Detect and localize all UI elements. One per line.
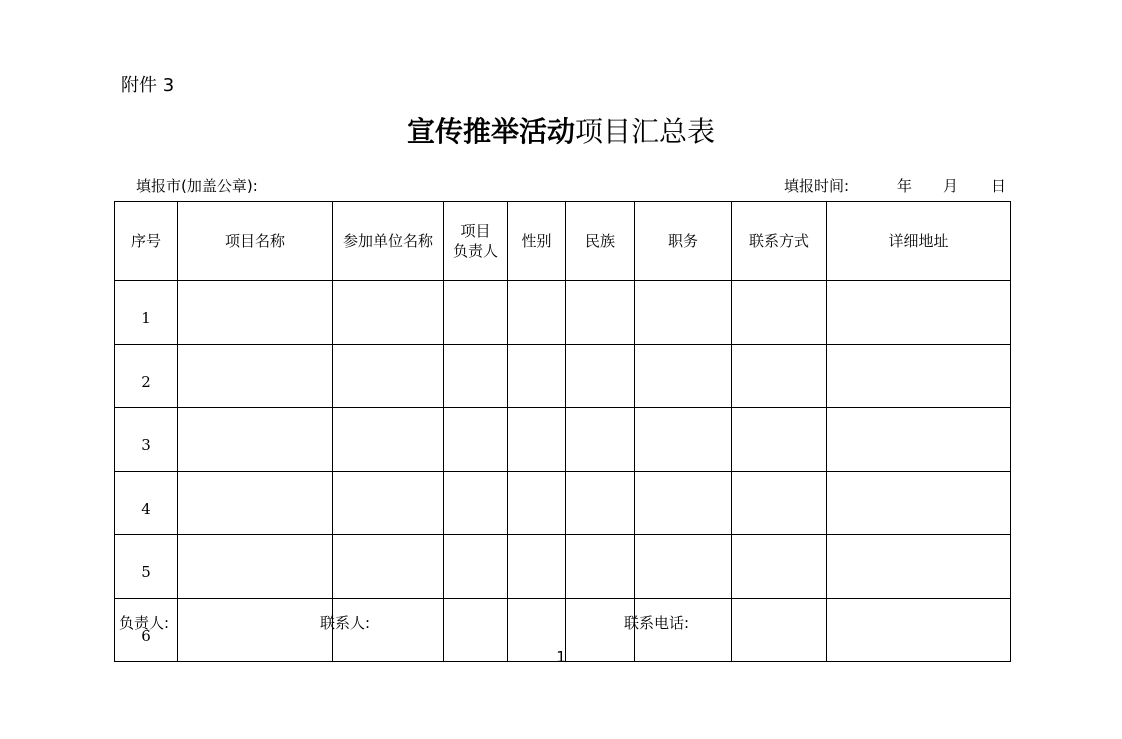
cell-project-name[interactable] [178, 471, 333, 535]
table-row [115, 535, 1011, 599]
header-address: 详细地址 [827, 202, 1011, 281]
page-number: 1 [556, 648, 566, 666]
cell-address[interactable] [827, 535, 1011, 599]
cell-contact[interactable] [732, 408, 827, 472]
cell-gender[interactable] [508, 408, 566, 472]
cell-project-name[interactable] [178, 344, 333, 408]
cell-contact[interactable] [732, 344, 827, 408]
header-project-leader-line2: 负责人 [452, 242, 498, 260]
cell-address[interactable] [827, 408, 1011, 472]
cell-project-name[interactable] [178, 535, 333, 599]
month-label: 月 [943, 177, 959, 195]
row-number: 6 [115, 598, 178, 662]
fill-time-line [784, 175, 1006, 197]
title-bold-part: 宣传推举活动 [406, 115, 575, 148]
row-number: 3 [115, 408, 178, 472]
table-row [115, 408, 1011, 472]
cell-gender[interactable] [508, 344, 566, 408]
footer-responsible-label: 负责人: [119, 614, 170, 632]
cell-unit-name[interactable] [333, 281, 444, 345]
summary-table [114, 201, 1011, 662]
day-label: 日 [991, 177, 1007, 195]
cell-position[interactable] [635, 408, 732, 472]
table-row [115, 471, 1011, 535]
header-serial: 序号 [115, 202, 178, 281]
cell-contact[interactable] [732, 471, 827, 535]
row-number: 2 [115, 344, 178, 408]
cell-position[interactable] [635, 281, 732, 345]
document-title [0, 113, 1122, 151]
header-contact: 联系方式 [732, 202, 827, 281]
cell-project-leader[interactable] [444, 408, 508, 472]
attachment-label: 附件 3 [121, 75, 175, 96]
header-unit-name: 参加单位名称 [333, 202, 444, 281]
cell-address[interactable] [827, 344, 1011, 408]
cell-position[interactable] [635, 344, 732, 408]
cell-gender[interactable] [508, 281, 566, 345]
title-normal-part: 项目汇总表 [575, 115, 716, 148]
cell-contact[interactable] [732, 535, 827, 599]
cell-ethnicity[interactable] [566, 344, 635, 408]
row-number: 1 [115, 281, 178, 345]
row-number: 4 [115, 471, 178, 535]
fill-time-label: 填报时间: [784, 177, 850, 195]
cell-project-name[interactable] [178, 408, 333, 472]
cell-unit-name[interactable] [333, 471, 444, 535]
cell-project-leader[interactable] [444, 344, 508, 408]
cell-position[interactable] [635, 471, 732, 535]
cell-position[interactable] [635, 535, 732, 599]
header-gender: 性别 [508, 202, 566, 281]
cell-project-leader[interactable] [444, 281, 508, 345]
cell-ethnicity[interactable] [566, 408, 635, 472]
cell-project-leader[interactable] [444, 535, 508, 599]
table-row [115, 344, 1011, 408]
header-project-leader-line1: 项目 [460, 222, 491, 240]
header-project-leader [444, 202, 508, 281]
row-number: 5 [115, 535, 178, 599]
cell-unit-name[interactable] [333, 408, 444, 472]
header-project-name: 项目名称 [178, 202, 333, 281]
cell-ethnicity[interactable] [566, 471, 635, 535]
cell-unit-name[interactable] [333, 535, 444, 599]
footer-contact-phone-label: 联系电话: [624, 614, 690, 632]
header-ethnicity: 民族 [566, 202, 635, 281]
fill-city-label: 填报市(加盖公章): [136, 177, 258, 195]
cell-address[interactable] [827, 471, 1011, 535]
cell-project-leader[interactable] [444, 471, 508, 535]
header-row [115, 202, 1011, 281]
footer-contact-person-label: 联系人: [320, 614, 371, 632]
cell-gender[interactable] [508, 535, 566, 599]
cell-address[interactable] [827, 281, 1011, 345]
cell-unit-name[interactable] [333, 344, 444, 408]
year-label: 年 [897, 177, 913, 195]
cell-project-name[interactable] [178, 281, 333, 345]
cell-ethnicity[interactable] [566, 535, 635, 599]
header-position: 职务 [635, 202, 732, 281]
table-row [115, 281, 1011, 345]
cell-gender[interactable] [508, 471, 566, 535]
cell-contact[interactable] [732, 281, 827, 345]
cell-ethnicity[interactable] [566, 281, 635, 345]
